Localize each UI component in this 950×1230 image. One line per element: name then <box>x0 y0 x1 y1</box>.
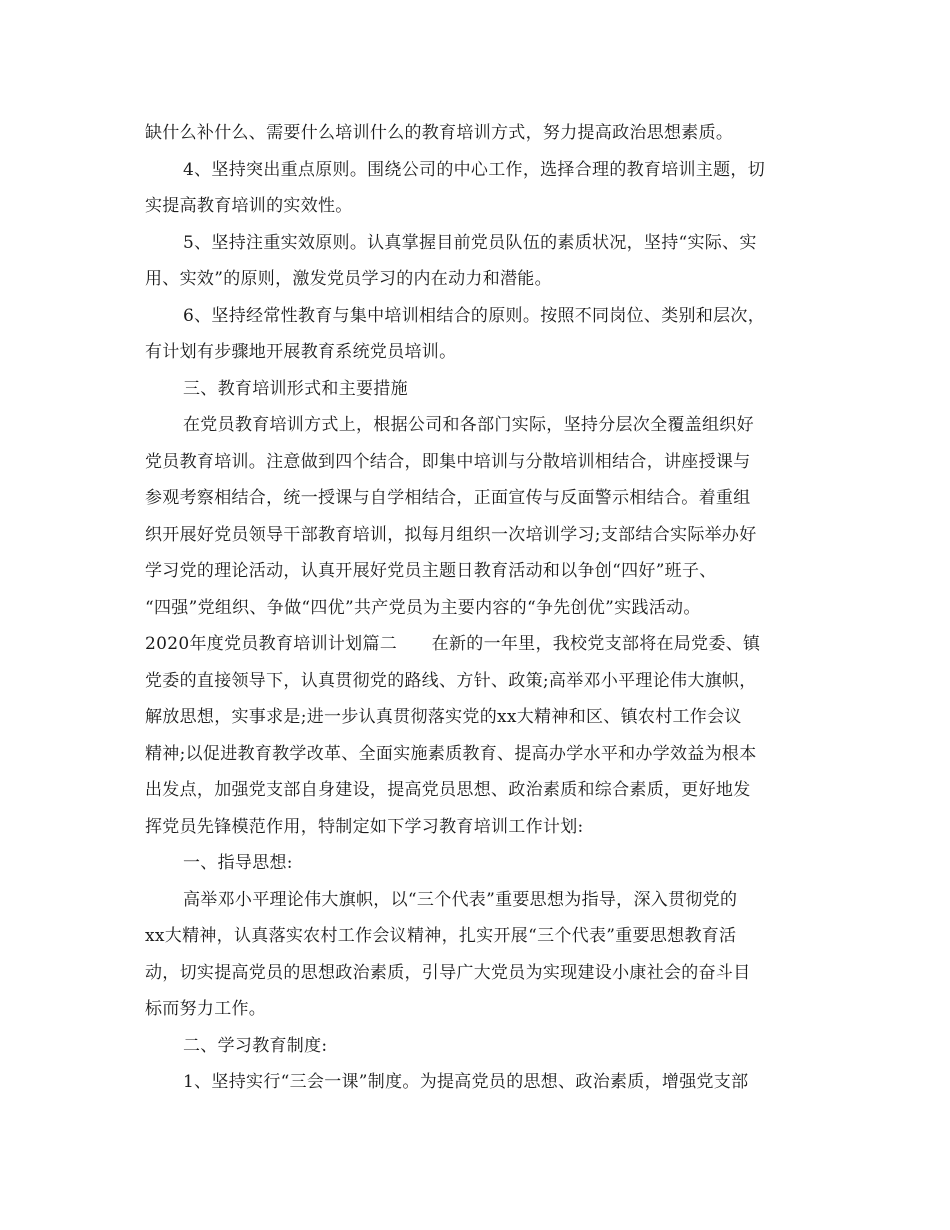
body-text-line: 解放思想，实事求是;进一步认真贯彻落实党的xx大精神和区、镇农村工作会议 <box>145 707 742 727</box>
section-heading: 二、学习教育制度: <box>183 1036 328 1056</box>
body-text-line: 标而努力工作。 <box>145 999 267 1019</box>
body-text-line: 6、坚持经常性教育与集中培训相结合的原则。按照不同岗位、类别和层次， <box>183 306 766 326</box>
body-text-line: 用、实效”的原则，激发党员学习的内在动力和潜能。 <box>145 269 552 289</box>
body-text-line: 高举邓小平理论伟大旗帜，以“三个代表”重要思想为指导，深入贯彻党的 <box>183 890 738 910</box>
body-text-line: 学习党的理论活动，认真开展好党员主题日教育活动和以争创“四好”班子、 <box>145 561 717 581</box>
body-text-line: 缺什么补什么、需要什么培训什么的教育培训方式，努力提高政治思想素质。 <box>145 123 734 143</box>
body-text-line: 实提高教育培训的实效性。 <box>145 196 353 216</box>
body-text-line: “四强”党组织、争做“四优”共产党员为主要内容的“争先创优”实践活动。 <box>145 598 701 618</box>
body-text-line: 动，切实提高党员的思想政治素质，引导广大党员为实现建设小康社会的奋斗目 <box>145 963 751 983</box>
body-text-line: xx大精神，认真落实农村工作会议精神，扎实开展“三个代表”重要思想教育活 <box>145 926 737 946</box>
body-text-line: 在党员教育培训方式上，根据公司和各部门实际，坚持分层次全覆盖组织好 <box>183 415 754 435</box>
body-text-line: 有计划有步骤地开展教育系统党员培训。 <box>145 342 457 362</box>
body-text-line: 党委的直接领导下，认真贯彻党的路线、方针、政策;高举邓小平理论伟大旗帜， <box>145 671 757 691</box>
section-heading: 一、指导思想: <box>183 853 293 873</box>
body-text-line: 5、坚持注重实效原则。认真掌握目前党员队伍的素质状况，坚持“实际、实 <box>183 233 757 253</box>
body-text-line: 精神;以促进教育教学改革、全面实施素质教育、提高办学水平和办学效益为根本 <box>145 744 757 764</box>
body-text-line: 党员教育培训。注意做到四个结合，即集中培训与分散培训相结合，讲座授课与 <box>145 452 751 472</box>
body-text-line: 2020年度党员教育培训计划篇二 在新的一年里，我校党支部将在局党委、镇 <box>145 634 761 654</box>
body-text-line: 参观考察相结合，统一授课与自学相结合，正面宣传与反面警示相结合。着重组 <box>145 488 751 508</box>
body-text-line: 1、坚持实行“三会一课”制度。为提高党员的思想、政治素质，增强党支部 <box>183 1072 749 1092</box>
body-text-line: 4、坚持突出重点原则。围绕公司的中心工作，选择合理的教育培训主题，切 <box>183 160 766 180</box>
body-text-line: 织开展好党员领导干部教育培训，拟每月组织一次培训学习;支部结合实际举办好 <box>145 525 757 545</box>
body-text-line: 挥党员先锋模范作用，特制定如下学习教育培训工作计划: <box>145 817 584 837</box>
section-heading: 三、教育培训形式和主要措施 <box>183 379 408 399</box>
body-text-line: 出发点，加强党支部自身建设，提高党员思想、政治素质和综合素质，更好地发 <box>145 780 751 800</box>
